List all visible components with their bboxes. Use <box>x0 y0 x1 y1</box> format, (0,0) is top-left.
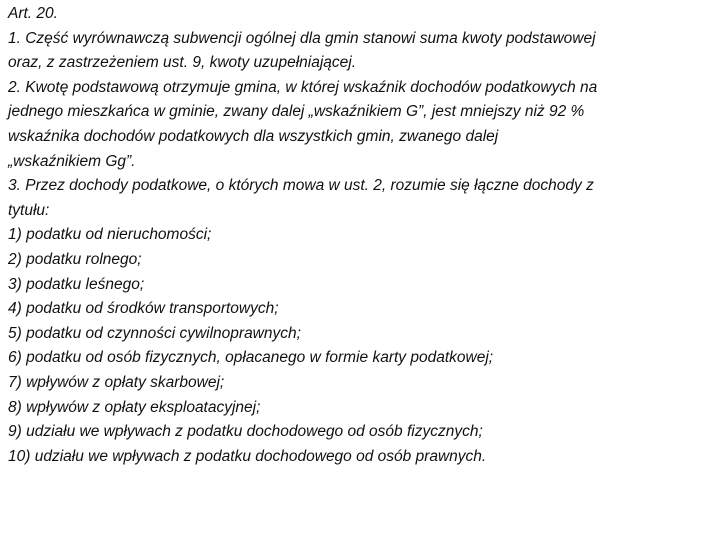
paragraph-1 <box>8 27 714 76</box>
paragraph-2-line-2: jednego mieszkańca w gminie, zwany dalej „wskaźnikiem G”, jest mniejszy niż 92 % <box>8 103 585 121</box>
list-item-4: 4) podatku od środków transportowych; <box>8 300 279 318</box>
paragraph-1-line-1: 1. Część wyrównawczą subwencji ogólnej dla gmin stanowi suma kwoty podstawowej <box>8 29 596 47</box>
list-item-10: 10) udziału we wpływach z podatku dochodowego od osób prawnych. <box>8 447 487 465</box>
paragraph-2-line-1: 2. Kwotę podstawową otrzymuje gmina, w której wskaźnik dochodów podatkowych na <box>8 78 598 96</box>
paragraph-2-line-3: wskaźnika dochodów podatkowych dla wszystkich gmin, zwanego dalej <box>8 127 499 145</box>
paragraph-3-line-1: 3. Przez dochody podatkowe, o których mowa w ust. 2, rozumie się łączne dochody z <box>8 177 594 195</box>
paragraph-3 <box>8 174 714 223</box>
paragraph-1-line-2: oraz, z zastrzeżeniem ust. 9, kwoty uzupełniającej. <box>8 54 357 72</box>
document-body <box>8 2 714 469</box>
list-item-1: 1) podatku od nieruchomości; <box>8 226 212 244</box>
list-item-6: 6) podatku od osób fizycznych, opłacanego w formie karty podatkowej; <box>8 349 494 367</box>
paragraph-2 <box>8 76 714 174</box>
list-item-5: 5) podatku od czynności cywilnoprawnych; <box>8 324 301 342</box>
list-item-7: 7) wpływów z opłaty skarbowej; <box>8 373 225 391</box>
list-item-3: 3) podatku leśnego; <box>8 275 145 293</box>
list-item-2: 2) podatku rolnego; <box>8 250 142 268</box>
list-item-8: 8) wpływów z opłaty eksploatacyjnej; <box>8 398 261 416</box>
paragraph-3-line-2: tytułu: <box>8 201 50 219</box>
article-heading: Art. 20. <box>8 5 58 22</box>
paragraph-2-line-4: „wskaźnikiem Gg”. <box>8 152 136 170</box>
list-item-9: 9) udziału we wpływach z podatku dochodowego od osób fizycznych; <box>8 423 483 441</box>
